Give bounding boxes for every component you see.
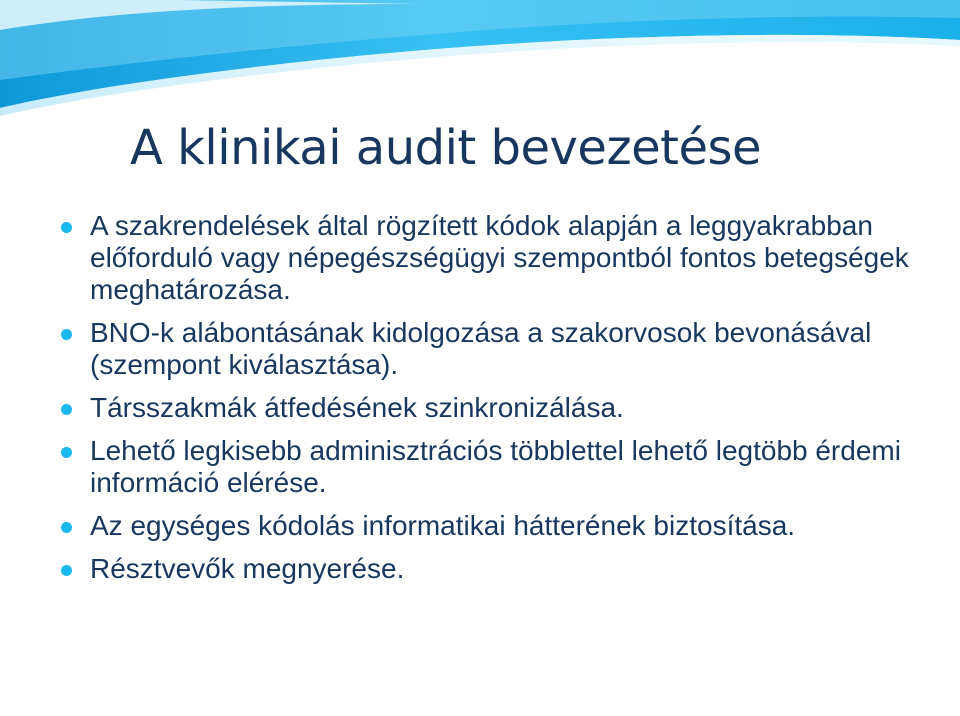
- bullet-item: [60, 510, 940, 542]
- bullet-dot-icon: [61, 329, 72, 340]
- bullet-text: A szakrendelések által rögzített kódok alapján a leggyakrabban előforduló vagy népegészségügyi szempontból fontos betegségek meghatározása.: [90, 210, 909, 305]
- bullet-text: Résztvevők megnyerése.: [90, 553, 405, 584]
- bullet-dot-icon: [61, 447, 72, 458]
- bullet-item: [60, 553, 940, 585]
- bullet-item: [60, 435, 940, 499]
- bullet-dot-icon: [61, 565, 72, 576]
- bullet-item: [60, 210, 940, 306]
- bullet-text: BNO-k alábontásának kidolgozása a szakorvosok bevonásával (szempont kiválasztása).: [90, 317, 872, 380]
- bullet-text: Társszakmák átfedésének szinkronizálása.: [90, 392, 624, 423]
- header-wave-decoration: [0, 0, 960, 120]
- bullet-text: Az egységes kódolás informatikai hátterének biztosítása.: [90, 510, 796, 541]
- bullet-item: [60, 317, 940, 381]
- bullet-list: [60, 210, 940, 596]
- bullet-item: [60, 392, 940, 424]
- bullet-dot-icon: [61, 404, 72, 415]
- bullet-dot-icon: [61, 222, 72, 233]
- slide-title: A klinikai audit bevezetése: [130, 120, 762, 176]
- bullet-dot-icon: [61, 522, 72, 533]
- bullet-text: Lehető legkisebb adminisztrációs többlettel lehető legtöbb érdemi információ elérése.: [90, 435, 901, 498]
